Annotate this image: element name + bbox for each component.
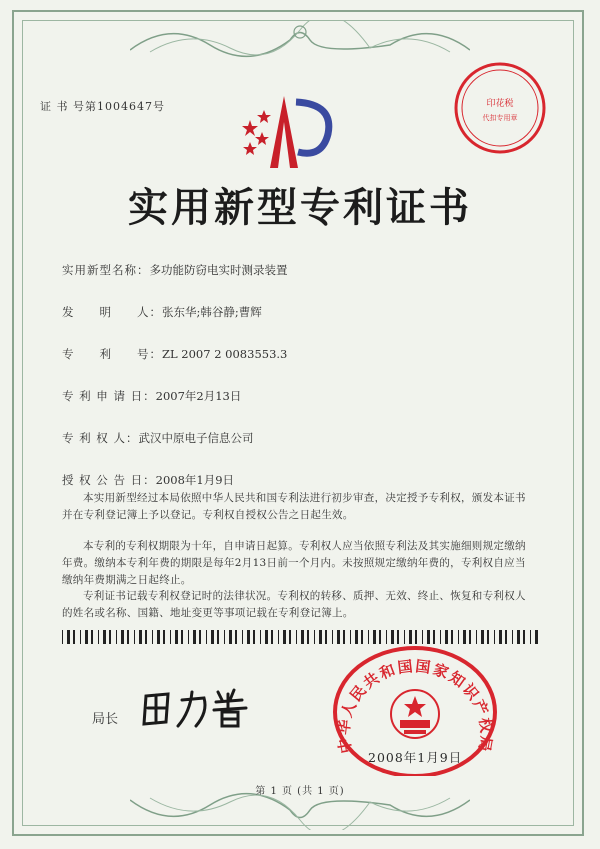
field-label: 实用新型名称： (62, 263, 150, 277)
certificate-title: 实用新型专利证书 (128, 184, 472, 231)
field-patentee (62, 430, 253, 446)
page-indicator: 第 1 页 (共 1 页) (255, 786, 345, 797)
field-label: 授 权 公 告 日： (62, 473, 156, 487)
agency-stamp (452, 60, 548, 156)
field-value: ZL 2007 2 0083553.3 (162, 347, 288, 361)
director-signature (138, 682, 268, 732)
field-value: 2007年2月13日 (155, 389, 242, 403)
field-value: 武汉中原电子信息公司 (138, 431, 254, 445)
svg-text:代扣专用章: 代扣专用章 (482, 114, 518, 122)
field-patent-number (62, 346, 287, 362)
top-ornament (130, 20, 470, 60)
seal-date: 2008年1月9日 (368, 750, 463, 765)
field-value: 多功能防窃电实时测录装置 (149, 263, 288, 277)
field-filing-date (62, 388, 241, 404)
director-label: 局长 (92, 712, 119, 727)
field-value: 2008年1月9日 (155, 473, 235, 487)
paragraph-term: 本专利的专利权期限为十年，自申请日起算。专利权人应当依照专利法及其实施细则规定缴纳年费。缴纳本专利年费的期限是每年2月13日前一个月内。未按照规定缴纳年费的，专利权自应当缴纳年费期满之日起终止。 (62, 540, 526, 586)
certificate-number: 证 书 号第1004647号 (40, 100, 165, 113)
paragraph-grant: 本实用新型经过本局依照中华人民共和国专利法进行初步审查，决定授予专利权，颁发本证书并在专利登记簿上予以登记。专利权自授权公告之日起生效。 (62, 492, 526, 521)
national-emblem-icon (391, 690, 439, 738)
seal-text: 中华人民共和国国家知识产权局 (334, 657, 496, 755)
stamp-center-text: 印花税 (486, 99, 514, 109)
field-utility-model-name (62, 262, 288, 278)
field-value: 张东华;韩谷静;曹辉 (162, 305, 262, 319)
paragraph-registration: 专利证书记载专利权登记时的法律状况。专利权的转移、质押、无效、终止、恢复和专利权人的姓名或名称、国籍、地址变更等事项记载在专利登记簿上。 (62, 590, 526, 619)
field-label: 专 利 申 请 日： (62, 389, 156, 403)
field-grant-date (62, 472, 234, 488)
field-label: 发 明 人： (62, 305, 162, 319)
field-inventors (62, 304, 262, 320)
cnipa-logo (238, 92, 338, 172)
field-label: 专 利 权 人： (62, 431, 139, 445)
field-label: 专 利 号： (62, 347, 162, 361)
